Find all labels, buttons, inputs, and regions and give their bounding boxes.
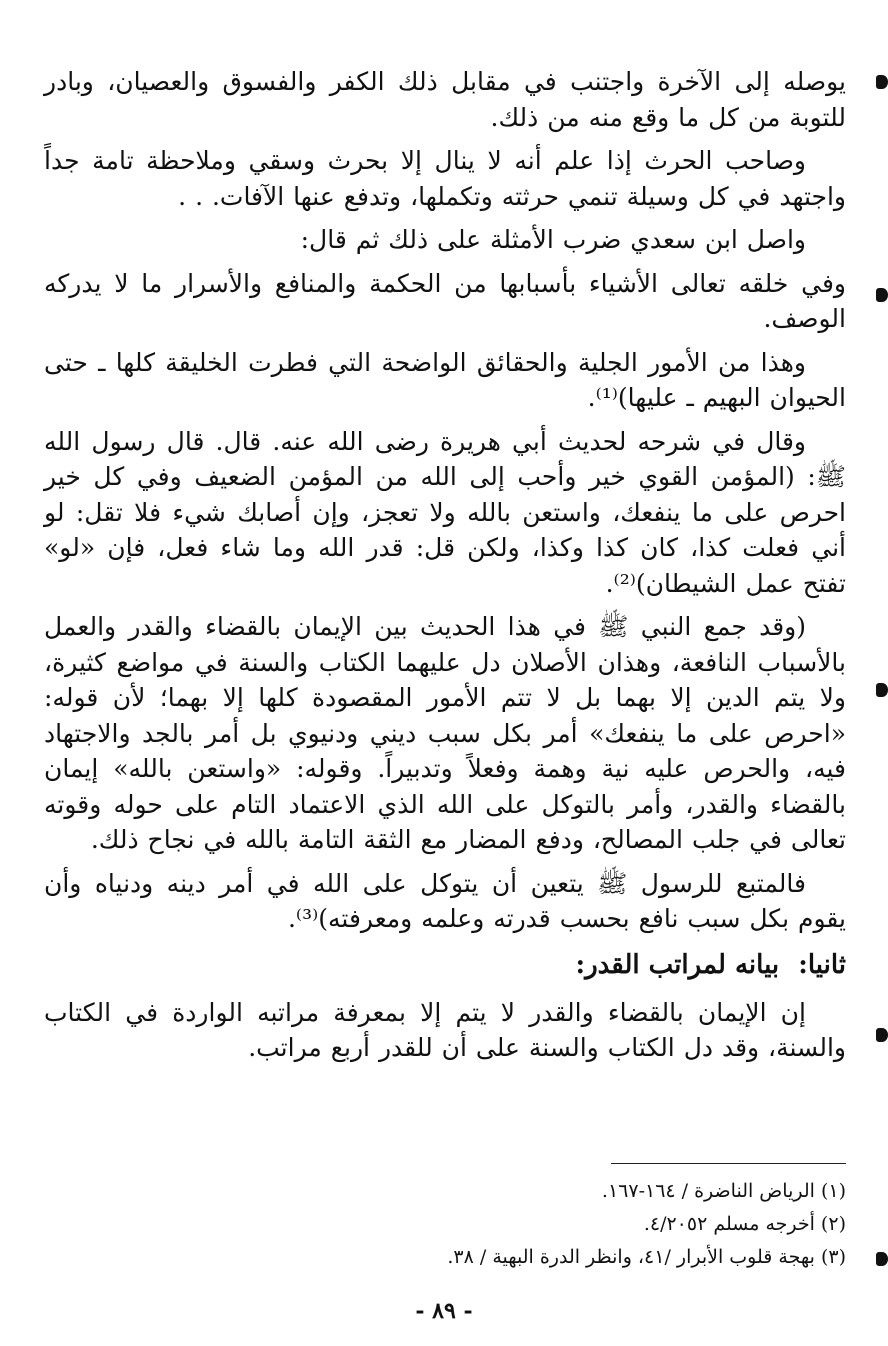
paragraph-9: إن الإيمان بالقضاء والقدر لا يتم إلا بمعرفة مراتبه الواردة في الكتاب والسنة، وقد دل الكتاب والسنة على أن للقدر أربع مراتب. <box>44 997 846 1062</box>
page-number: - ٨٩ - <box>415 1298 473 1324</box>
footnote-1: (١) الرياض الناضرة / ١٦٤-١٦٧. <box>601 1180 846 1202</box>
paragraph-6: وقال في شرحه لحديث أبي هريرة رضى الله عنه. قال. قال رسول الله ﷺ: (المؤمن القوي خير وأحب إلى الله من المؤمن الضعيف وفي كل خير احرص على ما ينفعك، واستعن بالله ولا تعجز، وإن أصابك شيء فلا تقل: لو أني فعلت كذا، كان كذا وكذا، ولكن قل: قدر الله وما شاء فعل، فإن «لو» تفتح عمل الشيطان)⁽²⁾. <box>44 426 846 598</box>
margin-mark-5 <box>876 1252 888 1266</box>
margin-mark-2 <box>876 288 888 302</box>
paragraph-2: وصاحب الحرث إذا علم أنه لا ينال إلا بحرث وسقي وملاحظة تامة جداً واجتهد في كل وسيلة تنمي حرثته وتكملها، وتدفع عنها الآفات. . . <box>44 146 846 211</box>
paragraph-4: وفي خلقه تعالى الأشياء بأسبابها من الحكمة والمنافع والأسرار ما لا يدركه الوصف. <box>44 268 846 333</box>
section-heading-text: بيانه لمراتب القدر: <box>575 949 780 980</box>
paragraph-5: وهذا من الأمور الجلية والحقائق الواضحة التي فطرت الخليقة كلها ـ حتى الحيوان البهيم ـ عليها)⁽¹⁾. <box>44 347 846 412</box>
paragraph-7: (وقد جمع النبي ﷺ في هذا الحديث بين الإيمان بالقضاء والقدر والعمل بالأسباب النافعة، وهذان الأصلان دل عليهما الكتاب والسنة في مواضع كثيرة، ولا يتم الدين إلا بهما بل لا تتم الأمور المقصودة كلها إلا بهما؛ لأن قوله: «احرص على ما ينفعك» أمر بكل سبب ديني ودنيوي بل أمر بالجد والاجتهاد فيه، والحرص عليه نية وهمة وفعلاً وتدبيراً. وقوله: «واستعن بالله» إيمان بالقضاء والقدر، وأمر بالتوكل على الله الذي الاعتماد التام على حوله وقوته تعالى في جلب المصالح، ودفع المضار مع الثقة التامة بالله في نجاح ذلك. <box>44 612 846 854</box>
footnote-divider <box>611 1163 846 1164</box>
margin-mark-4 <box>876 1028 888 1042</box>
margin-mark-1 <box>876 75 888 89</box>
margin-mark-3 <box>876 683 888 697</box>
section-heading-label: ثانيا: <box>798 949 846 980</box>
page-body <box>44 64 846 1074</box>
footnotes <box>44 1175 846 1274</box>
paragraph-1: يوصله إلى الآخرة واجتنب في مقابل ذلك الكفر والفسوق والعصيان، وبادر للتوبة من كل ما وقع منه من ذلك. <box>44 67 846 132</box>
section-heading <box>44 945 846 985</box>
paragraph-3: واصل ابن سعدي ضرب الأمثلة على ذلك ثم قال: <box>300 225 806 254</box>
footnote-2: (٢) أخرجه مسلم ٤/٢٠٥٢. <box>643 1213 846 1235</box>
footnote-3: (٣) بهجة قلوب الأبرار /٤١، وانظر الدرة البهية / ٣٨. <box>447 1246 846 1268</box>
paragraph-8: فالمتبع للرسول ﷺ يتعين أن يتوكل على الله في أمر دينه ودنياه وأن يقوم بكل سبب نافع بحسب قدرته وعلمه ومعرفته)⁽³⁾. <box>44 868 846 933</box>
